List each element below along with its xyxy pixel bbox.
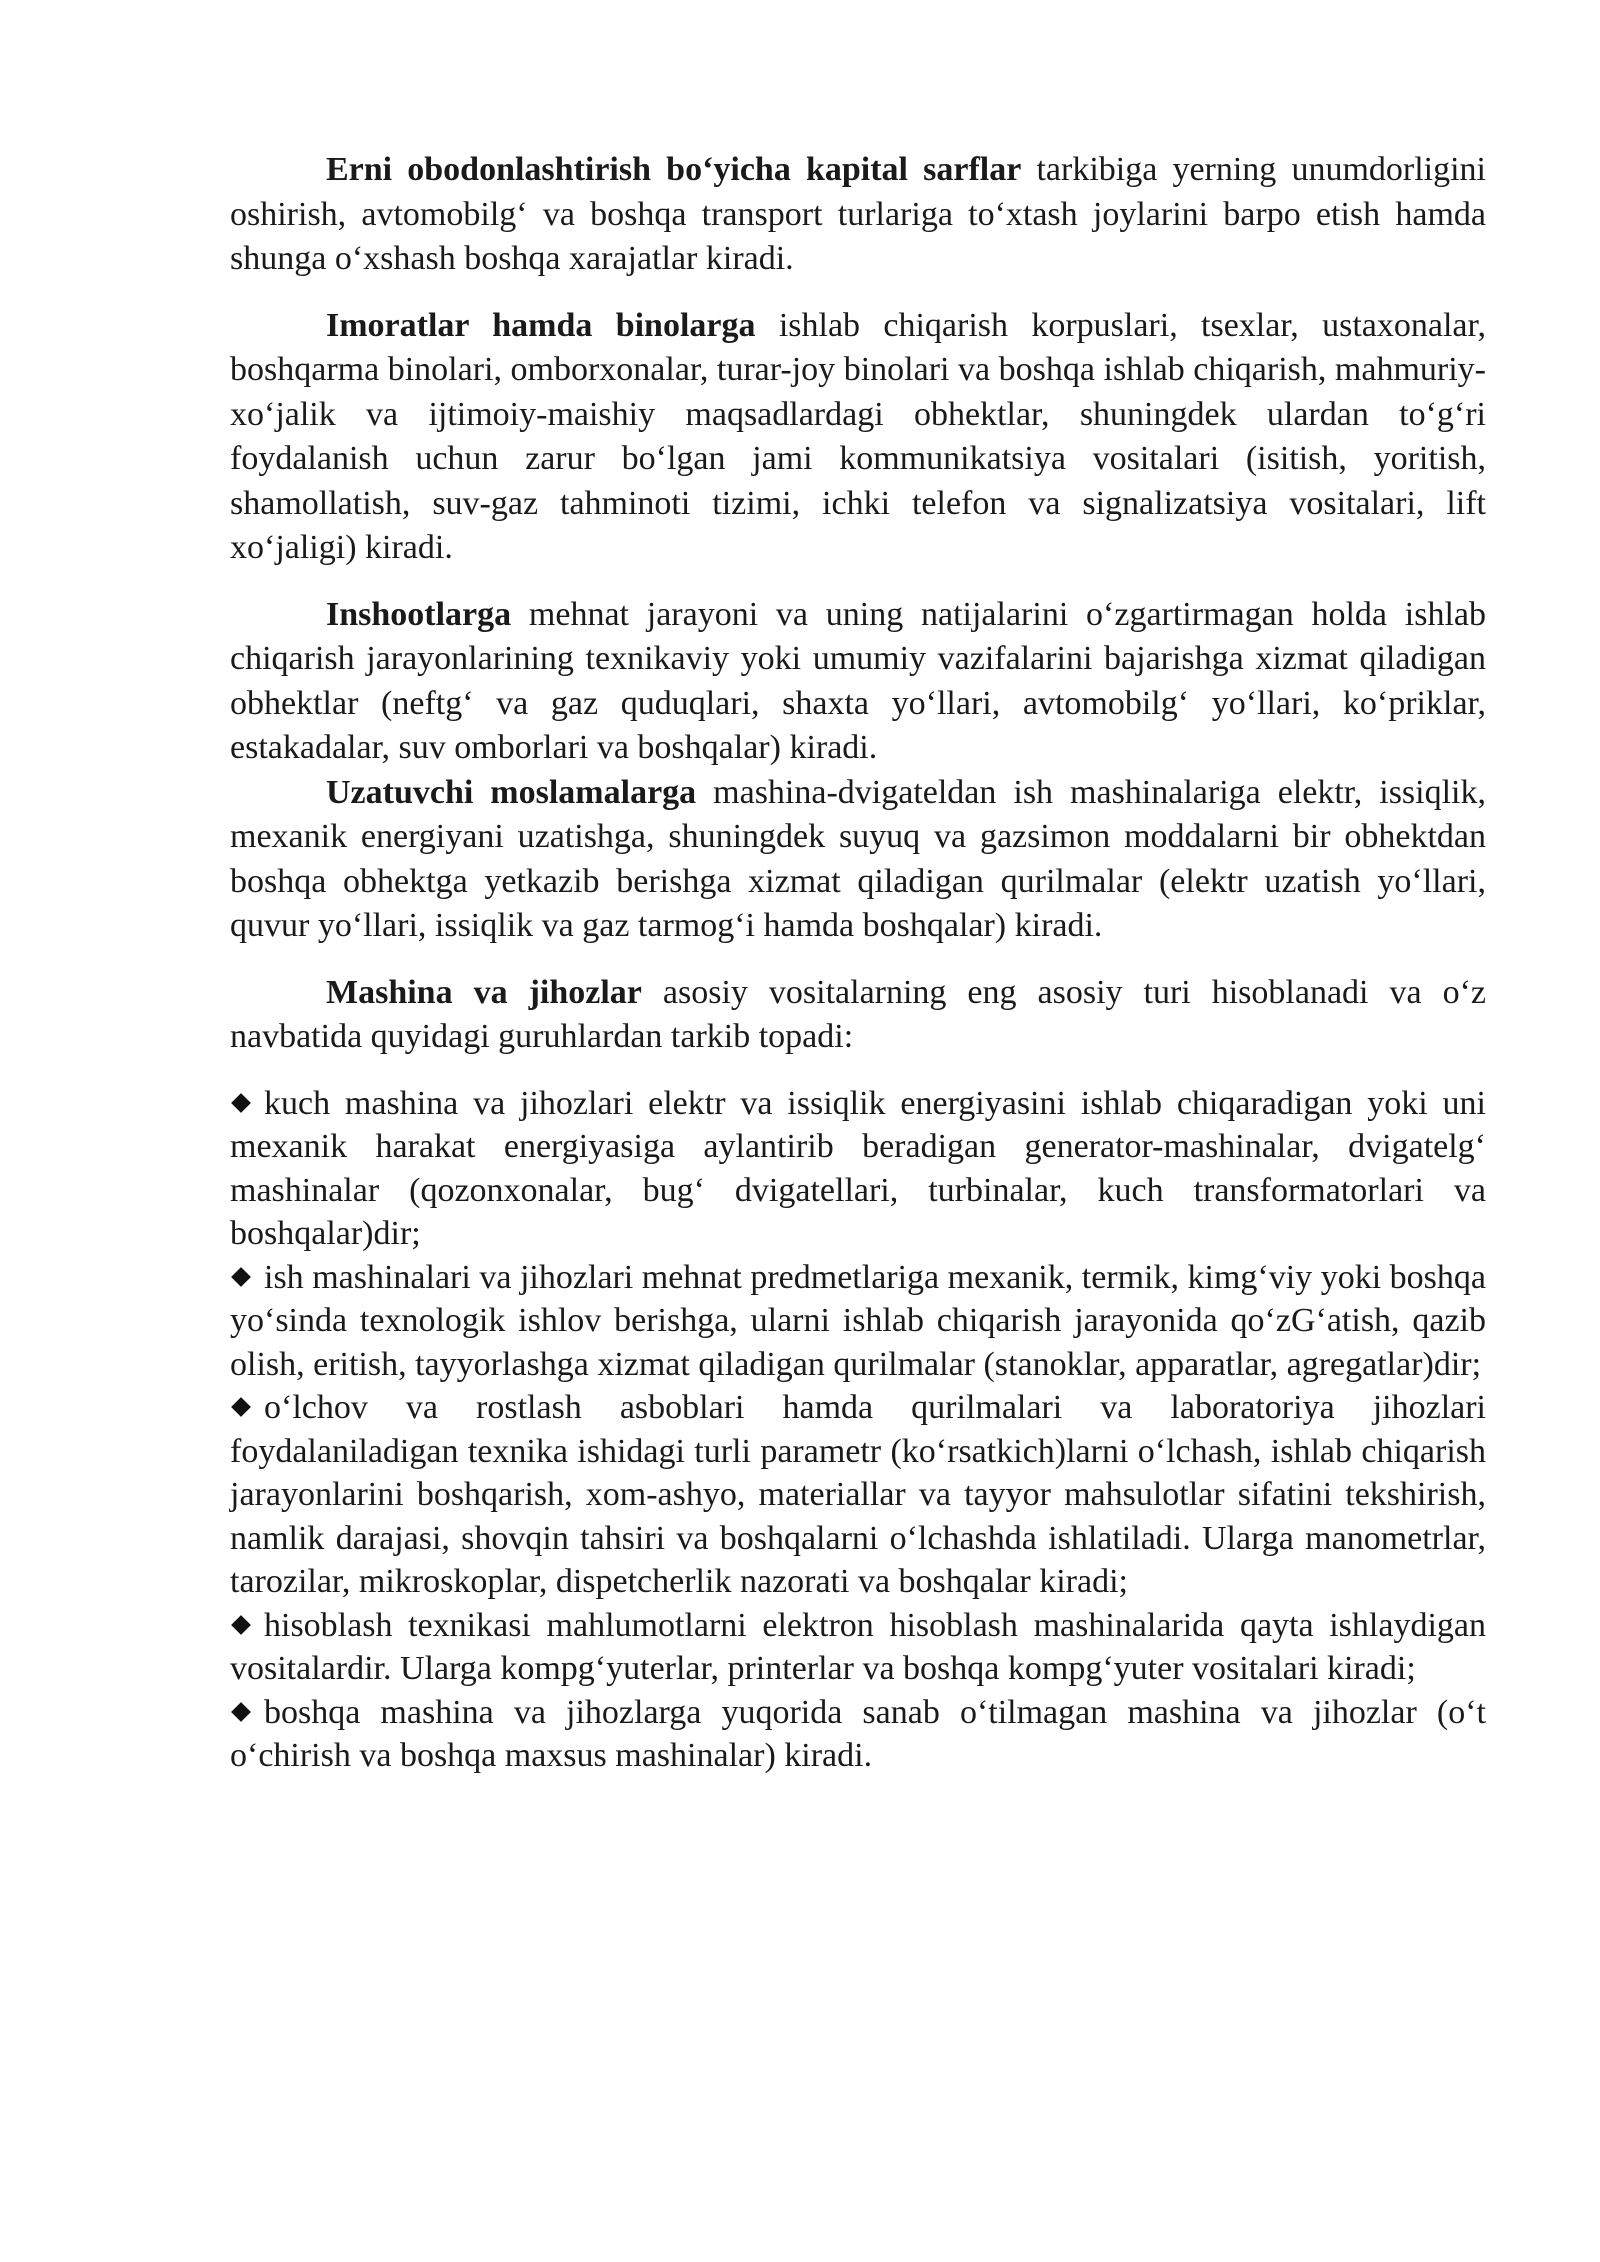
diamond-bullet-icon xyxy=(231,1093,251,1113)
paragraph-text: mashina-dvigateldan ish mashinalariga elektr, issiqlik, mexanik energiyani uzatishga, shuningdek suyuq va gazsimon moddalarni bir obhektdan boshqa obhektga yetkazib berishga xizmat qiladigan qurilmalar (elektr uzatish yo‘llari, quvur yo‘llari, issiqlik va gaz tarmog‘i hamda boshqalar) kiradi. xyxy=(230,773,1486,944)
list-item xyxy=(230,1386,1486,1604)
paragraph-land-improvement xyxy=(230,148,1486,282)
list-item xyxy=(230,1082,1486,1256)
bullet-list xyxy=(230,1082,1486,1778)
list-item-text: hisoblash texnikasi mahlumotlarni elektron hisoblash mashinalarida qayta ishlaydigan vositalardir. Ularga kompg‘yuterlar, printerlar va boshqa kompg‘yuter vositalari kiradi; xyxy=(230,1606,1486,1687)
paragraph-text: ishlab chiqarish korpuslari, tsexlar, ustaxonalar, boshqarma binolari, omborxonalar, turar-joy binolari va boshqa ishlab chiqarish, mahmuriy-xo‘jalik va ijtimoiy-maishiy maqsadlardagi obhektlar, shuningdek ulardan to‘g‘ri foydalanish uchun zarur bo‘lgan jami kommunikatsiya vositalari (isitish, yoritish, shamollatish, suv-gaz tahminoti tizimi, ichki telefon va signalizatsiya vositalari, lift xo‘jaligi) kiradi. xyxy=(230,306,1486,566)
list-item-text: o‘lchov va rostlash asboblari hamda qurilmalari va laboratoriya jihozlari foydalaniladigan texnika ishidagi turli parametr (ko‘rsatkich)larni o‘lchash, ishlab chiqarish jarayonlarini boshqarish, xom-ashyo, materiallar va tayyor mahsulotlar sifatini tekshirish, namlik darajasi, shovqin tahsiri va boshqalarni o‘lchashda ishlatiladi. Ularga manometrlar, tarozilar, mikroskoplar, dispetcherlik nazorati va boshqalar kiradi; xyxy=(230,1389,1486,1600)
list-item-text: ish mashinalari va jihozlari mehnat predmetlariga mexanik, termik, kimg‘viy yoki boshqa yo‘sinda texnologik ishlov berishga, ularni ishlab chiqarish jarayonida qo‘zG‘atish, qazib olish, eritish, tayyorlashga xizmat qiladigan qurilmalar (stanoklar, apparatlar, agregatlar)dir; xyxy=(230,1258,1486,1383)
list-item-text: kuch mashina va jihozlari elektr va issiqlik energiyasini ishlab chiqaradigan yoki uni mexanik harakat energiyasiga aylantirib beradigan generator-mashinalar, dvigatelg‘ mashinalar (qozonxonalar, bug‘ dvigatellari, turbinalar, kuch transformatorlari va boshqalar)dir; xyxy=(230,1084,1486,1252)
paragraph-structures xyxy=(230,593,1486,771)
term-structures: Inshootlarga xyxy=(326,595,512,633)
term-land-improvement: Erni obodonlashtirish bo‘yicha kapital sarflar xyxy=(326,151,1022,188)
paragraph-buildings xyxy=(230,304,1486,571)
diamond-bullet-icon xyxy=(231,1267,251,1287)
diamond-bullet-icon xyxy=(231,1397,251,1417)
paragraph-text: asosiy vositalarning eng asosiy turi hisoblanadi va o‘z navbatida quyidagi guruhlardan tarkib topadi: xyxy=(230,973,1486,1055)
diamond-bullet-icon xyxy=(231,1615,251,1635)
document-page xyxy=(230,148,1486,1778)
list-item xyxy=(230,1691,1486,1778)
term-machines-equipment: Mashina va jihozlar xyxy=(326,973,642,1011)
list-item xyxy=(230,1256,1486,1387)
paragraph-text: mehnat jarayoni va uning natijalarini o‘zgartirmagan holda ishlab chiqarish jarayonlarining texnikaviy yoki umumiy vazifalarini bajarishga xizmat qiladigan obhektlar (neftg‘ va gaz quduqlari, shaxta yo‘llari, avtomobilg‘ yo‘llari, ko‘priklar, estakadalar, suv omborlari va boshqalar) kiradi. xyxy=(230,595,1486,766)
list-item-text: boshqa mashina va jihozlarga yuqorida sanab o‘tilmagan mashina va jihozlar (o‘t o‘chirish va boshqa maxsus mashinalar) kiradi. xyxy=(230,1693,1486,1774)
paragraph-text: tarkibiga yerning unumdorligini oshirish, avtomobilg‘ va boshqa transport turlariga to‘xtash joylarini barpo etish hamda shunga o‘xshash boshqa xarajatlar kiradi. xyxy=(230,151,1486,277)
term-buildings: Imoratlar hamda binolarga xyxy=(326,306,756,344)
diamond-bullet-icon xyxy=(231,1702,251,1722)
paragraph-machines-equipment xyxy=(230,971,1486,1060)
paragraph-transmission-devices xyxy=(230,771,1486,949)
term-transmission-devices: Uzatuvchi moslamalarga xyxy=(326,773,697,811)
list-item xyxy=(230,1604,1486,1691)
